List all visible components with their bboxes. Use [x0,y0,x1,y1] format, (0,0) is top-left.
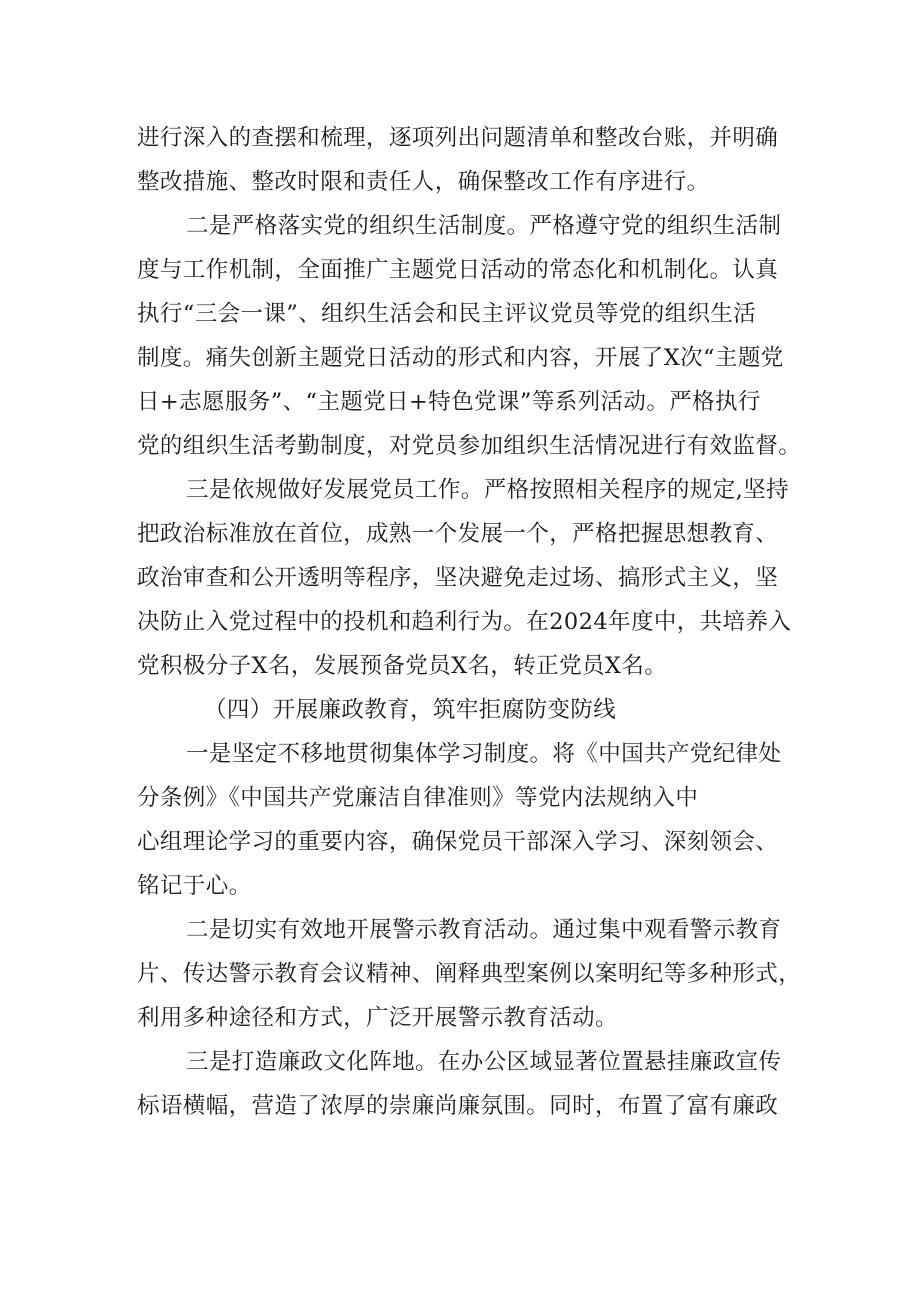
paragraph-start-line: 二是严格落实党的组织生活制度。严格遵守党的组织生活制 [186,213,782,239]
text-line: 把政治标准放在首位，成熟一个发展一个，严格把握思想教育、 [137,521,779,547]
text-line: 决防止入党过程中的投机和趋利行为。在2024年度中，共培养入 [137,609,792,635]
paragraph-start-line: 一是坚定不移地贯彻集体学习制度。将《中国共产党纪律处 [186,741,782,767]
text-line: 党的组织生活考勤制度，对党员参加组织生活情况进行有效监督。 [137,433,802,459]
text-line: 整改措施、整改时限和责任人，确保整改工作有序进行。 [137,169,710,195]
paragraph-start-line: 三是打造廉政文化阵地。在办公区域显著位置悬挂廉政宣传 [186,1049,782,1075]
text-line: 进行深入的查摆和梳理，逐项列出问题清单和整改台账，并明确 [137,125,779,151]
text-line: 执行“三会一课”、组织生活会和民主评议党员等党的组织生活 [137,301,757,327]
text-line: 政治审查和公开透明等程序，坚决避免走过场、搞形式主义，坚 [137,565,779,591]
text-line: 标语横幅，营造了浓厚的崇廉尚廉氛围。同时，布置了富有廉政 [137,1093,779,1119]
text-line: 分条例》《中国共产党廉洁自律准则》等党内法规纳入中 [137,785,699,811]
paragraph-start-line: 二是切实有效地开展警示教育活动。通过集中观看警示教育 [186,917,782,943]
text-line: 铭记于心。 [137,873,252,899]
text-line: 片、传达警示教育会议精神、阐释典型案例以案明纪等多种形式， [137,961,802,987]
text-line: 度与工作机制，全面推广主题党日活动的常态化和机制化。认真 [137,257,779,283]
text-line: 党积极分子X名，发展预备党员X名，转正党员X名。 [137,653,668,679]
paragraph-start-line: 三是依规做好发展党员工作。严格按照相关程序的规定,坚持 [186,477,789,503]
text-line: 心组理论学习的重要内容，确保党员干部深入学习、深刻领会、 [137,829,779,855]
text-line: 利用多种途径和方式，广泛开展警示教育活动。 [137,1005,618,1031]
section-heading: （四）开展廉政教育，筑牢拒腐防变防线 [204,697,617,723]
text-line: 制度。痛失创新主题党日活动的形式和内容，开展了X次“主题党 [137,345,784,371]
text-line: 日+志愿服务”、“主题党日+特色党课”等系列活动。严格执行 [137,389,761,415]
